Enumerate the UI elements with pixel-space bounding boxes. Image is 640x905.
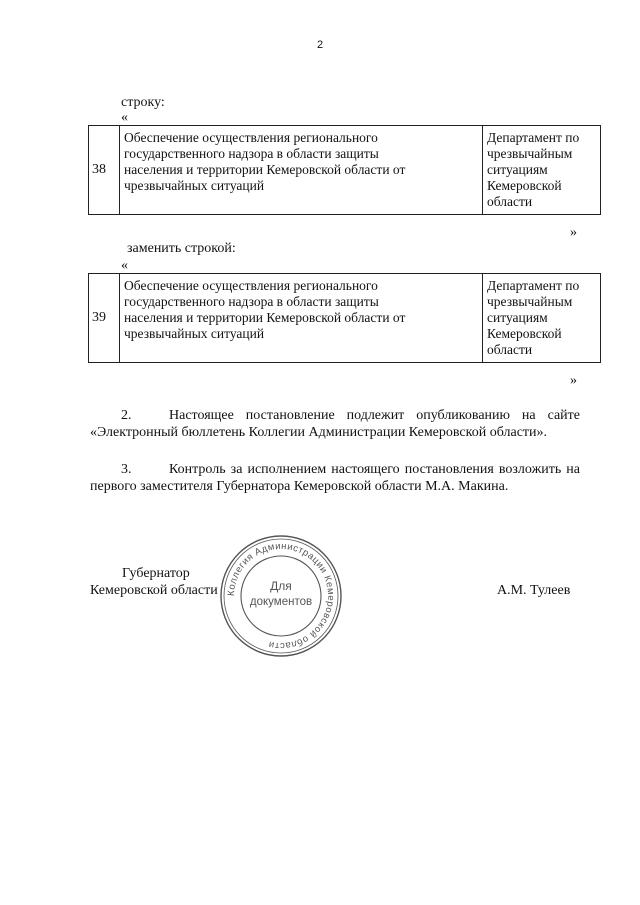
quote-open-2: «	[121, 258, 128, 273]
row-department-line: чрезвычайным	[487, 294, 573, 309]
row-department-line: области	[487, 342, 533, 357]
row-department-line: ситуациям	[487, 310, 548, 325]
row-department	[483, 274, 601, 363]
row-department-line: ситуациям	[487, 162, 548, 177]
amendment-table-new	[88, 273, 601, 363]
stamp-center-line1: Для	[270, 579, 292, 593]
row-description-line: государственного надзора в области защиты	[124, 146, 379, 161]
paragraph-number: 2.	[121, 408, 132, 423]
row-description	[120, 274, 483, 363]
row-department	[483, 126, 601, 215]
row-department-line: Кемеровской	[487, 326, 562, 341]
stamp-ring-text: Коллегия Администрации Кемеровской области	[225, 540, 337, 652]
quote-close-2: »	[570, 373, 577, 388]
stamp-center-line2: документов	[249, 596, 313, 608]
row-number: 39	[89, 274, 120, 363]
row-department-line: чрезвычайным	[487, 146, 573, 161]
row-description-line: населения и территории Кемеровской области от	[124, 310, 406, 325]
paragraph-2	[90, 407, 580, 441]
intro-label: строку:	[121, 95, 165, 110]
signature-title-line1: Губернатор	[122, 566, 190, 581]
page-number: 2	[316, 39, 324, 51]
amendment-table-old	[88, 125, 601, 215]
signature-title-line2: Кемеровской области	[90, 583, 218, 598]
row-number: 38	[89, 126, 120, 215]
table-row	[89, 274, 601, 363]
row-department-line: Департамент по	[487, 130, 580, 145]
replace-label: заменить строкой:	[127, 241, 236, 256]
row-department-line: Кемеровской	[487, 178, 562, 193]
paragraph-text: Контроль за исполнением настоящего постановления возложить на первого заместителя Губернатора Кемеровской области М.А. Макина.	[90, 462, 580, 494]
paragraph-text: Настоящее постановление подлежит опубликованию на сайте «Электронный бюллетень Коллегии Администрации Кемеровской области».	[90, 408, 580, 440]
row-description	[120, 126, 483, 215]
row-description-line: населения и территории Кемеровской области от	[124, 162, 406, 177]
paragraph-3	[90, 461, 580, 495]
row-department-line: Департамент по	[487, 278, 580, 293]
table-row	[89, 126, 601, 215]
official-stamp-icon	[219, 534, 343, 658]
paragraph-number: 3.	[121, 462, 132, 477]
row-department-line: области	[487, 194, 533, 209]
row-description-line: государственного надзора в области защиты	[124, 294, 379, 309]
signature-name: А.М. Тулеев	[497, 583, 571, 598]
row-description-line: Обеспечение осуществления регионального	[124, 278, 378, 293]
row-description-line: чрезвычайных ситуаций	[124, 178, 265, 193]
row-description-line: чрезвычайных ситуаций	[124, 326, 265, 341]
quote-open-1: «	[121, 110, 128, 125]
row-description-line: Обеспечение осуществления регионального	[124, 130, 378, 145]
quote-close-1: »	[570, 225, 577, 240]
